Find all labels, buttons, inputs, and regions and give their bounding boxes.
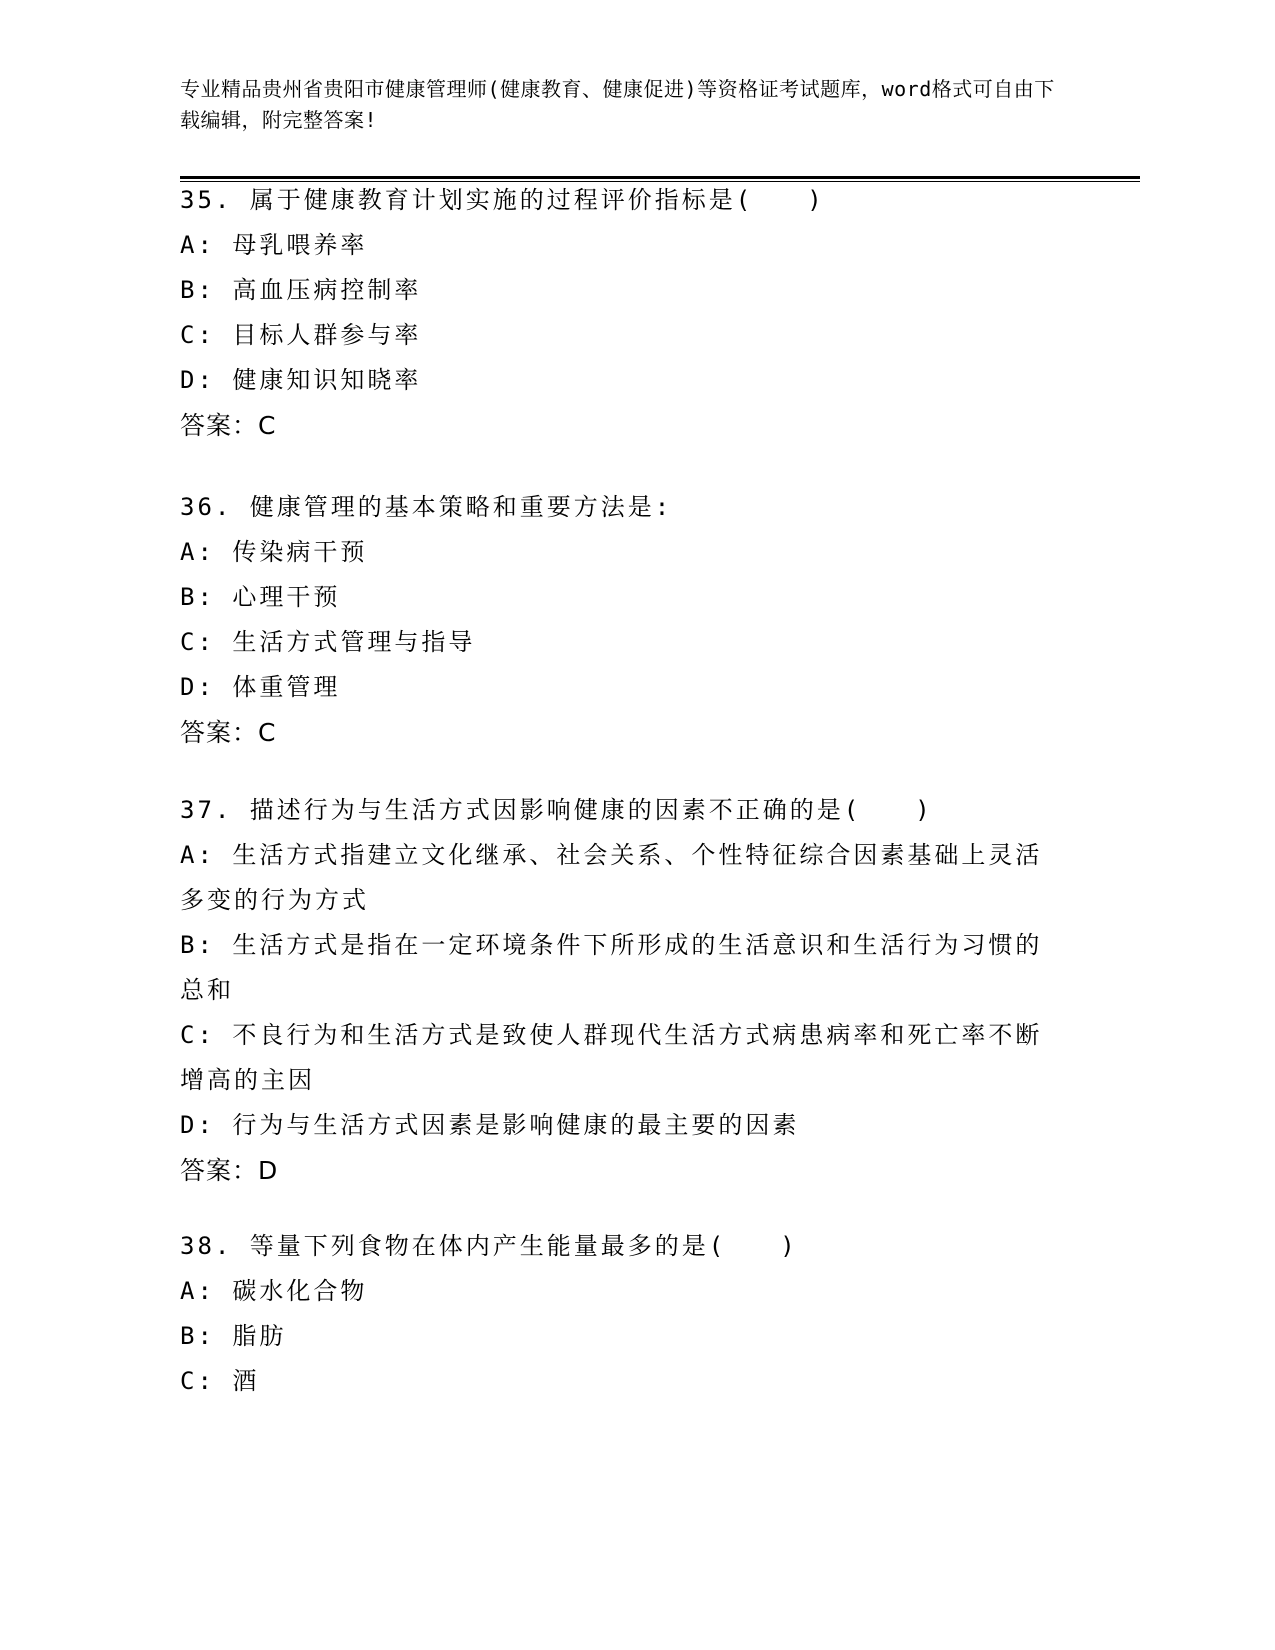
document-header: 专业精品贵州省贵阳市健康管理师(健康教育、健康促进)等资格证考试题库，word格式可自由下载编辑，附完整答案! bbox=[180, 77, 1055, 132]
option-b: B: 心理干预 bbox=[180, 583, 341, 611]
option-d: D: 行为与生活方式因素是影响健康的最主要的因素 bbox=[180, 1111, 800, 1139]
question-stem: 35. 属于健康教育计划实施的过程评价指标是( ) bbox=[180, 186, 825, 214]
option-c: C: 不良行为和生活方式是致使人群现代生活方式病患病率和死亡率不断增高的主因 bbox=[180, 1021, 1043, 1094]
option-a: A: 传染病干预 bbox=[180, 538, 368, 566]
option-c: C: 生活方式管理与指导 bbox=[180, 628, 476, 656]
answer: 答案：C bbox=[180, 718, 277, 747]
option-a: A: 母乳喂养率 bbox=[180, 231, 368, 259]
option-c: C: 酒 bbox=[180, 1367, 260, 1395]
option-a: A: 生活方式指建立文化继承、社会关系、个性特征综合因素基础上灵活多变的行为方式 bbox=[180, 841, 1043, 914]
option-c: C: 目标人群参与率 bbox=[180, 321, 422, 349]
option-b: B: 高血压病控制率 bbox=[180, 276, 422, 304]
answer: 答案：C bbox=[180, 411, 277, 440]
question-stem: 36. 健康管理的基本策略和重要方法是: bbox=[180, 493, 673, 521]
answer: 答案：D bbox=[180, 1156, 279, 1185]
question-stem: 37. 描述行为与生活方式因影响健康的因素不正确的是( ) bbox=[180, 796, 933, 824]
option-b: B: 脂肪 bbox=[180, 1322, 287, 1350]
option-d: D: 健康知识知晓率 bbox=[180, 366, 422, 394]
question-36 bbox=[180, 485, 1060, 755]
option-b: B: 生活方式是指在一定环境条件下所形成的生活意识和生活行为习惯的总和 bbox=[180, 931, 1043, 1004]
question-35 bbox=[180, 178, 1060, 448]
question-37 bbox=[180, 788, 1060, 1193]
question-stem: 38. 等量下列食物在体内产生能量最多的是( ) bbox=[180, 1232, 798, 1260]
option-a: A: 碳水化合物 bbox=[180, 1277, 368, 1305]
option-d: D: 体重管理 bbox=[180, 673, 341, 701]
question-38 bbox=[180, 1224, 1060, 1404]
